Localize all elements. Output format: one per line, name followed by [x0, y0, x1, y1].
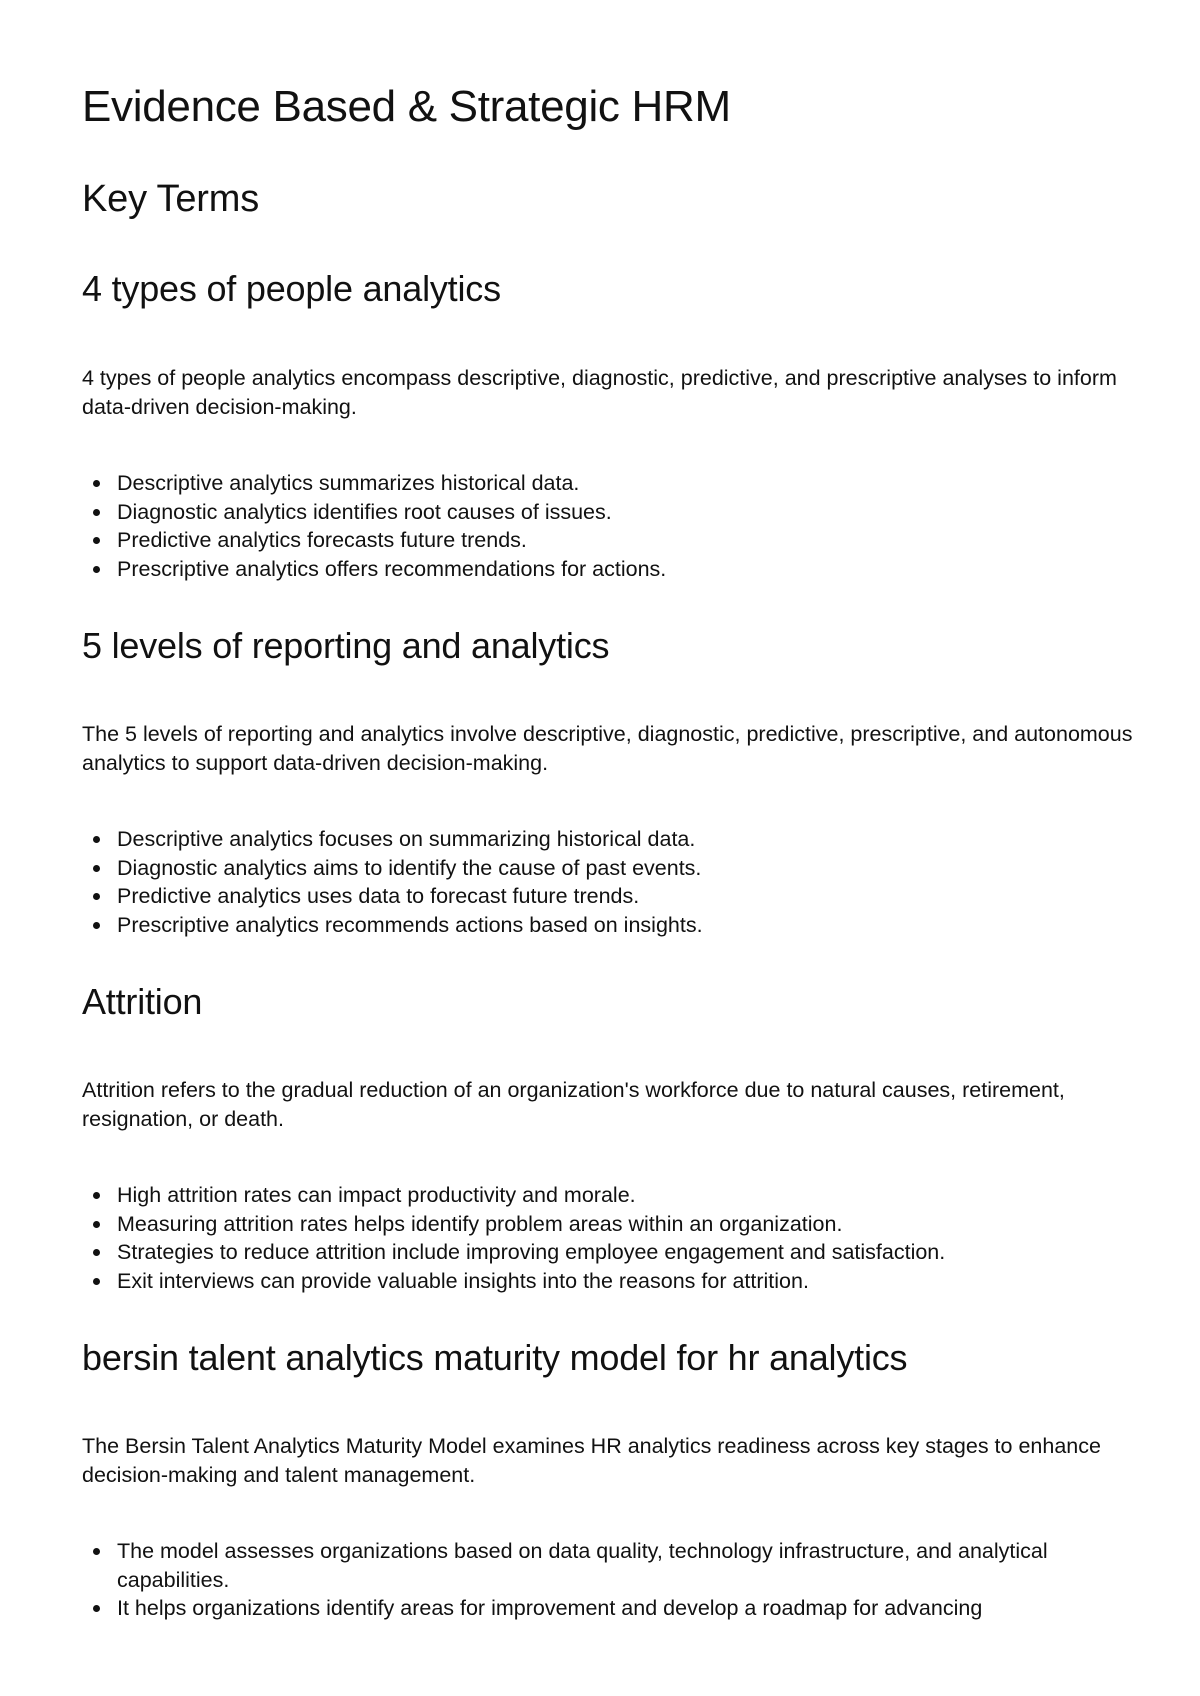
- list-item: Prescriptive analytics recommends actions based on insights.: [82, 911, 1142, 940]
- section-description: The Bersin Talent Analytics Maturity Model examines HR analytics readiness across key stages to enhance decision-making and talent management.: [82, 1434, 1101, 1487]
- bullet-icon: [93, 1278, 100, 1285]
- section-heading-people-analytics: 4 types of people analytics: [82, 268, 501, 309]
- bullet-icon: [93, 1605, 100, 1612]
- list-item: Descriptive analytics summarizes historical data.: [82, 469, 1142, 498]
- bullet-icon: [93, 1192, 100, 1199]
- bullet-icon: [93, 1221, 100, 1228]
- section-heading-reporting-levels: 5 levels of reporting and analytics: [82, 625, 610, 666]
- bullet-icon: [93, 865, 100, 872]
- list-item: Prescriptive analytics offers recommendations for actions.: [82, 555, 1142, 584]
- bullet-icon: [93, 836, 100, 843]
- list-item: Predictive analytics forecasts future trends.: [82, 526, 1142, 555]
- section-title-key-terms: Key Terms: [82, 178, 259, 220]
- bullet-icon: [93, 480, 100, 487]
- list-item: Exit interviews can provide valuable insights into the reasons for attrition.: [82, 1267, 1142, 1296]
- bullet-icon: [93, 537, 100, 544]
- section-heading-attrition: Attrition: [82, 981, 203, 1022]
- section-description: The 5 levels of reporting and analytics involve descriptive, diagnostic, predictive, prescriptive, and autonomous analytics to support data-driven decision-making.: [82, 722, 1133, 775]
- section-description: Attrition refers to the gradual reduction of an organization's workforce due to natural causes, retirement, resignation, or death.: [82, 1078, 1065, 1131]
- list-item: Strategies to reduce attrition include improving employee engagement and satisfaction.: [82, 1238, 1142, 1267]
- bullet-icon: [93, 1249, 100, 1256]
- list-item: Diagnostic analytics aims to identify the cause of past events.: [82, 854, 1142, 883]
- bullet-list: [82, 469, 1142, 583]
- document-title: Evidence Based & Strategic HRM: [82, 82, 731, 131]
- list-item: It helps organizations identify areas for improvement and develop a roadmap for advancing: [82, 1594, 1142, 1623]
- list-item: Diagnostic analytics identifies root causes of issues.: [82, 498, 1142, 527]
- bullet-list: [82, 1181, 1142, 1295]
- section-description: 4 types of people analytics encompass descriptive, diagnostic, predictive, and prescriptive analyses to inform data-driven decision-making.: [82, 366, 1117, 419]
- bullet-icon: [93, 566, 100, 573]
- list-item: High attrition rates can impact productivity and morale.: [82, 1181, 1142, 1210]
- list-item: Predictive analytics uses data to forecast future trends.: [82, 882, 1142, 911]
- list-item: The model assesses organizations based on data quality, technology infrastructure, and analytical capabilities.: [82, 1537, 1142, 1594]
- bullet-list: [82, 825, 1142, 939]
- list-item: Descriptive analytics focuses on summarizing historical data.: [82, 825, 1142, 854]
- bullet-icon: [93, 922, 100, 929]
- bullet-icon: [93, 1548, 100, 1555]
- section-heading-bersin-model: bersin talent analytics maturity model for hr analytics: [82, 1337, 908, 1378]
- bullet-list: [82, 1537, 1142, 1623]
- bullet-icon: [93, 509, 100, 516]
- list-item: Measuring attrition rates helps identify problem areas within an organization.: [82, 1210, 1142, 1239]
- bullet-icon: [93, 893, 100, 900]
